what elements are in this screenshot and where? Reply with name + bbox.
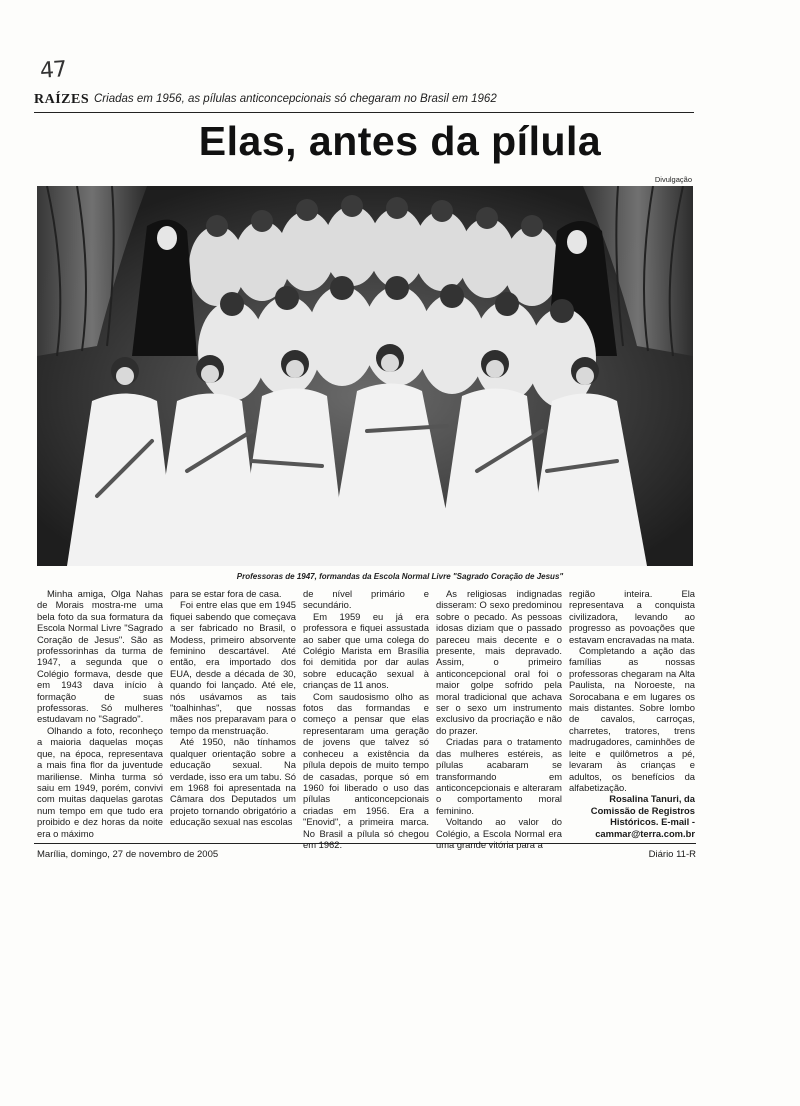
paragraph: Com saudosismo olho as fotos das formandas e começo a pensar que elas representaram uma geração de jovens que talvez só conheceu a existência da pílula depois de muito tempo de casadas, porque só em 1960 foi liberado o uso das pílulas anticoncepcionais criadas em 1956. Era a "Enovid", a primeira marca. No Brasil a pílula só chegou em 1962. (303, 690, 429, 850)
paragraph: Completando a ação das famílias as nossas professoras chegaram na Alta Paulista, na Noroeste, na Sorocabana e em lugares os mais distantes. Sobre lombo de cavalos, carroças, charretes, tratores, trens madrugadores, caminhões de leite e quilômetros a pé, levaram às crianças e adultos, os benefícios da alfabetização. (569, 645, 695, 793)
graduation-photo-illustration (37, 186, 693, 566)
article-column-2 (170, 588, 296, 828)
author-signature: Rosalina Tanuri, da Comissão de Registros Históricos. E-mail - cammar@terra.com.br (590, 793, 695, 839)
paragraph: Em 1959 eu já era professora e fiquei assustada ao saber que uma colega do Colégio Marista em Brasília foi demitida por dar aulas sobre educação sexual à crianças de 11 anos. (303, 610, 429, 691)
footer-dateline: Marília, domingo, 27 de novembro de 2005 (37, 849, 219, 860)
headline: Elas, antes da pílula (198, 118, 602, 164)
footer-page-id: Diário 11-R (648, 849, 696, 860)
article-column-4 (436, 588, 562, 850)
paragraph: Foi entre elas que em 1945 fiquei sabendo que começava a ser fabricado no Brasil, o Modess, primeiro absorvente feminino descartável. Até então, era importado dos EUA, desde a década de 30, quando foi lançado. Até ele, nós usávamos as tais "toalhinhas", que nossas mães nos preparavam para o tempo da menstruação. (170, 599, 296, 736)
paragraph: de nível primário e secundário. (303, 588, 429, 611)
paragraph: Criadas para o tratamento das mulheres estéreis, as pílulas acabaram se transformando em anticoncepcionais e alteraram o comportamento moral feminino. (436, 736, 562, 816)
paragraph: região inteira. Ela representava a conquista civilizadora, levando ao progresso as povoações que estavam encravadas na mata. (569, 588, 695, 645)
kicker-bar (34, 92, 694, 113)
footer-rule (34, 843, 696, 844)
article-column-3 (303, 588, 429, 850)
paragraph: Olhando a foto, reconheço a maioria daquelas moças que, na época, representava a mais fina flor da juventude mariliense. Minha turma só saiu em 1949, porém, convivi com muitas daquelas garotas num tempo em que tudo era proibido e dez horas da noite era o máximo (37, 724, 163, 839)
paragraph: Até 1950, não tínhamos qualquer orientação sobre a educação sexual. Na verdade, isso era um tabu. Só em 1968 foi apresentada na Câmara dos Deputados um projeto tornando obrigatório a educação sexual nas escolas (170, 736, 296, 828)
handwritten-page-number: 47 (39, 57, 67, 84)
paragraph: Voltando ao valor do Colégio, a Escola Normal era uma grande vitória para a (436, 816, 562, 850)
paragraph: As religiosas indignadas disseram: O sexo predominou sobre o pecado. As pessoas idosas diziam que o passado pareceu mais decente e o presente, mais depravado. Assim, o primeiro anticoncepcional oral foi o maior golpe sofrido pela moral tradicional que achava ser o sexo um instrumento exclusivo da procriação e não do prazer. (436, 588, 562, 736)
paragraph: Minha amiga, Olga Nahas de Morais mostra-me uma bela foto da sua formatura da Escola Normal Livre "Sagrado Coração de Jesus". São as professorinhas da turma de 1947, a segunda que o Colégio formava, desde que em 1943 dava início à formação de suas professoras. Só mulheres estudavam no "Sagrado". (37, 588, 163, 725)
photo-caption: Professoras de 1947, formandas da Escola Normal Livre "Sagrado Coração de Jesus" (236, 572, 564, 581)
paragraph: para se estar fora de casa. (170, 588, 282, 599)
section-label: RAÍZES (34, 92, 90, 107)
article-column-1 (37, 588, 163, 839)
photo-credit: Divulgação (654, 175, 692, 184)
article-column-5 (569, 588, 695, 839)
deck-text: Criadas em 1956, as pílulas anticoncepcionais só chegaram no Brasil em 1962 (94, 93, 497, 105)
graduation-photo (37, 186, 693, 566)
article-body (37, 588, 695, 850)
